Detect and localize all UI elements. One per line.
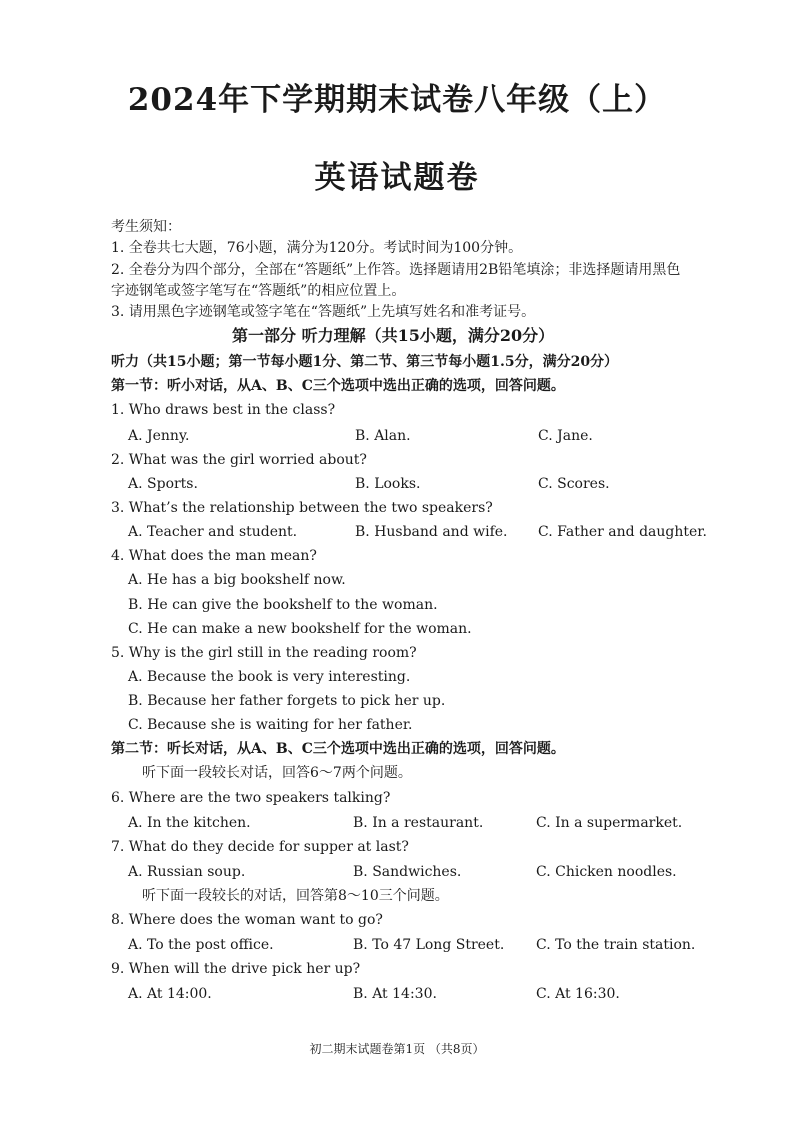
q3-option-c: C. Father and daughter.: [538, 524, 707, 540]
q4-option-b: B. He can give the bookshelf to the woman.: [128, 597, 438, 613]
question-4: 4. What does the man mean?: [111, 548, 317, 564]
part1-heading: 第一部分 听力理解（共15小题，满分20分）: [232, 326, 555, 345]
q2-option-b: B. Looks.: [355, 476, 421, 492]
q7-option-a: A. Russian soup.: [128, 864, 246, 880]
q9-option-c: C. At 16:30.: [536, 986, 620, 1002]
question-2: 2. What was the girl worried about?: [111, 452, 367, 468]
q2-option-c: C. Scores.: [538, 476, 610, 492]
section1-intro: 第一节：听小对话，从A、B、C三个选项中选出正确的选项，回答问题。: [111, 378, 565, 394]
notice-item-1: 1. 全卷共七大题，76小题，满分为120分。考试时间为100分钟。: [111, 240, 523, 256]
notice-item-2-cont: 字迹钢笔或签字笔写在“答题纸”的相应位置上。: [111, 283, 406, 299]
page-footer: 初二期末试题卷第1页 （共8页）: [309, 1042, 485, 1056]
section2-intro: 第二节：听长对话，从A、B、C三个选项中选出正确的选项，回答问题。: [111, 741, 565, 757]
q3-option-b: B. Husband and wife.: [355, 524, 508, 540]
q8-option-a: A. To the post office.: [128, 937, 274, 953]
q7-option-c: C. Chicken noodles.: [536, 864, 677, 880]
q6-option-c: C. In a supermarket.: [536, 815, 683, 831]
q5-option-b: B. Because her father forgets to pick her up.: [128, 693, 446, 709]
q8-option-c: C. To the train station.: [536, 937, 696, 953]
section2-note-1: 听下面一段较长对话，回答6～7两个问题。: [142, 765, 412, 781]
q8-option-b: B. To 47 Long Street.: [353, 937, 505, 953]
q5-option-a: A. Because the book is very interesting.: [128, 669, 411, 685]
q1-option-a: A. Jenny.: [128, 428, 190, 444]
listening-intro: 听力（共15小题；第一节每小题1分、第二节、第三节每小题1.5分，满分20分）: [111, 354, 619, 370]
q4-option-c: C. He can make a new bookshelf for the woman.: [128, 621, 472, 637]
question-7: 7. What do they decide for supper at last?: [111, 839, 409, 855]
notice-item-3: 3. 请用黑色字迹钢笔或签字笔在“答题纸”上先填写姓名和准考证号。: [111, 304, 536, 320]
section2-note-2: 听下面一段较长的对话，回答第8～10三个问题。: [142, 888, 449, 904]
q9-option-b: B. At 14:30.: [353, 986, 437, 1002]
q1-option-c: C. Jane.: [538, 428, 593, 444]
q4-option-a: A. He has a big bookshelf now.: [128, 572, 346, 588]
q6-option-b: B. In a restaurant.: [353, 815, 484, 831]
q7-option-b: B. Sandwiches.: [353, 864, 462, 880]
q9-option-a: A. At 14:00.: [128, 986, 212, 1002]
notice-heading: 考生须知：: [111, 219, 181, 235]
question-9: 9. When will the drive pick her up?: [111, 961, 361, 977]
page-title: 2024年下学期期末试卷八年级（上）: [127, 82, 667, 118]
question-6: 6. Where are the two speakers talking?: [111, 790, 391, 806]
question-1: 1. Who draws best in the class?: [111, 402, 336, 418]
question-5: 5. Why is the girl still in the reading room?: [111, 645, 417, 661]
q6-option-a: A. In the kitchen.: [128, 815, 251, 831]
question-8: 8. Where does the woman want to go?: [111, 912, 383, 928]
page-subtitle: 英语试题卷: [314, 160, 480, 196]
question-3: 3. What’s the relationship between the two speakers?: [111, 500, 493, 516]
q1-option-b: B. Alan.: [355, 428, 411, 444]
q2-option-a: A. Sports.: [128, 476, 198, 492]
q5-option-c: C. Because she is waiting for her father.: [128, 717, 413, 733]
q3-option-a: A. Teacher and student.: [128, 524, 298, 540]
notice-item-2: 2. 全卷分为四个部分，全部在“答题纸”上作答。选择题请用2B铅笔填涂；非选择题请用黑色: [111, 262, 681, 278]
